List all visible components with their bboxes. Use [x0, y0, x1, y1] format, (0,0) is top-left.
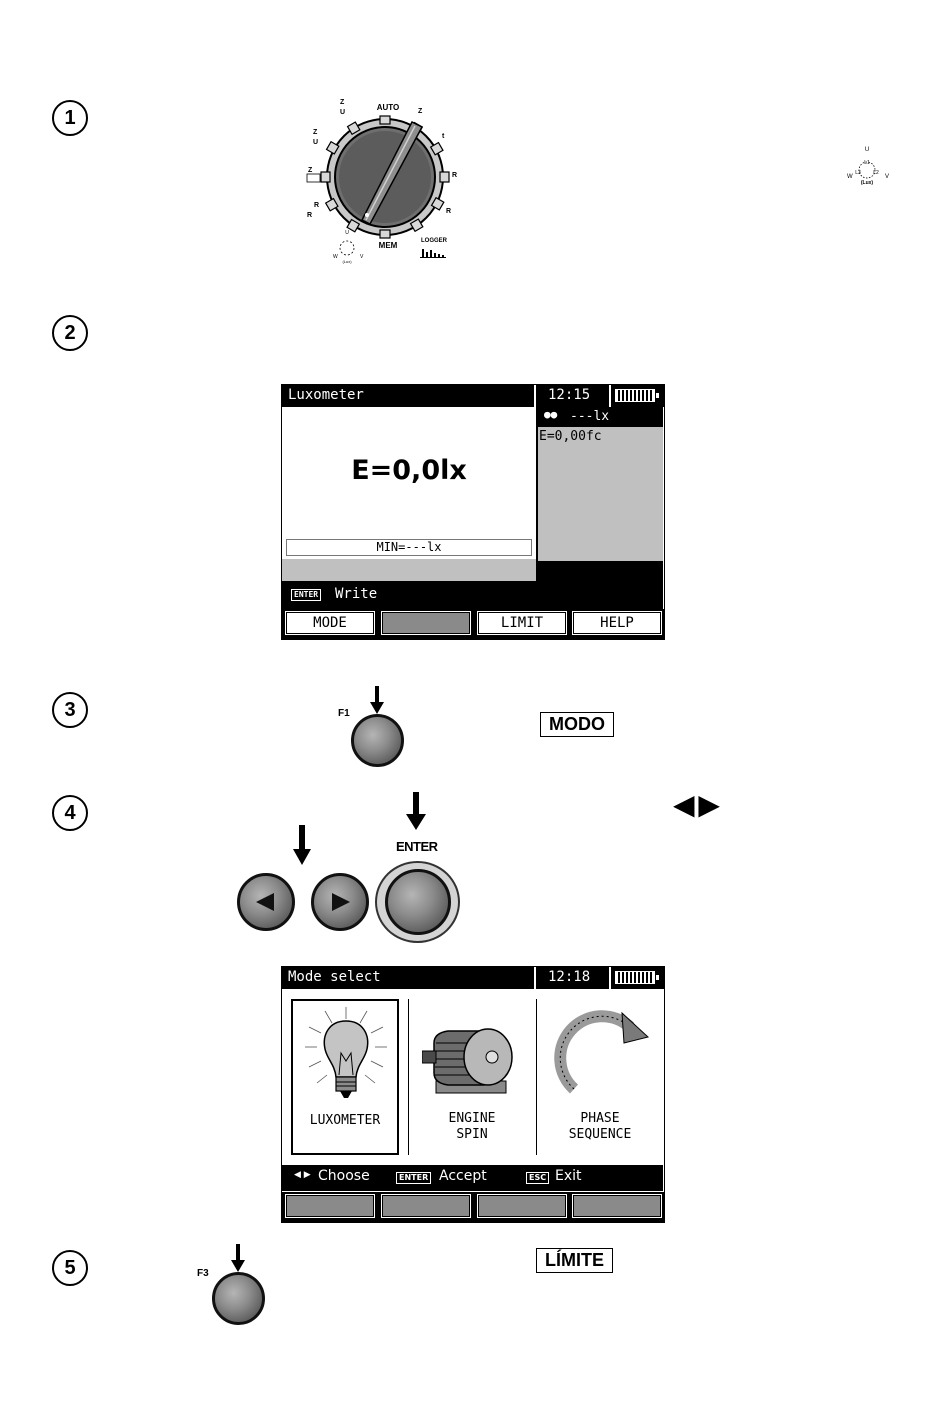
fkey-help[interactable]: HELP: [573, 612, 661, 634]
svg-text:R: R: [314, 202, 320, 209]
fkey-blank[interactable]: [573, 1195, 661, 1217]
svg-text:Z: Z: [308, 167, 313, 174]
battery-icon: [615, 389, 655, 402]
step-number-5: 5: [52, 1250, 88, 1286]
lower-gray-band: [282, 559, 536, 581]
svg-text:R: R: [452, 172, 458, 179]
mode-option-engine-spin[interactable]: [410, 999, 534, 1155]
option-label-line: PHASE: [580, 1111, 620, 1126]
lux-symbol-l2: L2: [873, 170, 879, 176]
screen-title: Mode select: [288, 969, 381, 985]
esc-key-icon: ESC: [526, 1172, 549, 1184]
option-label-phase-sequence: [538, 1111, 662, 1143]
option-label-engine-spin: [410, 1111, 534, 1143]
main-reading: E=0,0lx: [351, 455, 467, 486]
svg-text:U: U: [345, 230, 349, 236]
left-arrow-glyph: ◀: [673, 789, 693, 820]
press-arrow-icon: [368, 686, 386, 716]
dial-label-mem: MEM: [378, 241, 398, 250]
battery-icon: [615, 971, 655, 984]
hint-choose: Choose: [318, 1168, 370, 1184]
screen-time: 12:18: [548, 969, 591, 985]
function-key-bar: [282, 609, 664, 639]
svg-text:R: R: [307, 212, 313, 219]
fkey-mode[interactable]: MODE: [286, 612, 374, 634]
left-right-arrows-icon: ◀ ▶: [294, 1170, 311, 1180]
engine-icon: [422, 1019, 522, 1107]
function-key-bar: [282, 1192, 664, 1222]
svg-text:U: U: [313, 139, 319, 146]
rotary-dial-graphic: [300, 92, 470, 267]
main-reading-area: [282, 407, 536, 559]
lux-symbol-l1: L1: [864, 160, 870, 166]
fkey-blank[interactable]: [286, 1195, 374, 1217]
arrow-keys-glyph: [673, 790, 718, 820]
mode-label: MODO: [540, 712, 614, 737]
step-number-3: 3: [52, 692, 88, 728]
status-separator: [534, 385, 536, 407]
hint-accept: Accept: [439, 1168, 487, 1184]
svg-text:V: V: [360, 254, 364, 260]
enter-key-icon: ENTER: [291, 589, 321, 601]
lux-symbol-graphic: [842, 144, 892, 189]
svg-text:t: t: [442, 133, 445, 140]
right-triangle-icon: [314, 876, 366, 928]
hint-bar: [282, 1165, 663, 1191]
svg-text:R: R: [446, 208, 452, 215]
option-label-line: SEQUENCE: [568, 1127, 632, 1142]
enter-hint: Write: [335, 586, 378, 602]
fkey-blank[interactable]: [478, 1195, 566, 1217]
screen-status-bar: [282, 385, 664, 407]
option-label-line: SPIN: [456, 1127, 488, 1142]
luxometer-screen: [281, 384, 665, 640]
status-separator: [609, 967, 611, 989]
f3-button[interactable]: [212, 1272, 265, 1325]
limit-label: LÍMITE: [536, 1248, 613, 1273]
option-label-luxometer: LUXOMETER: [309, 1113, 381, 1128]
side-header-value: ---lx: [570, 409, 610, 424]
right-arrow-glyph: ▶: [698, 789, 718, 820]
phase-arrow-icon: [552, 1003, 652, 1103]
option-divider: [536, 999, 537, 1155]
hint-exit: Exit: [555, 1168, 582, 1184]
lux-symbol-l3: L3: [855, 170, 861, 176]
probe-icon: ●●: [544, 408, 558, 421]
step-number-4: 4: [52, 795, 88, 831]
svg-text:Z: Z: [340, 99, 345, 106]
right-arrow-button[interactable]: [311, 873, 369, 931]
min-reading: MIN=---lx: [286, 539, 532, 556]
svg-text:Z: Z: [418, 108, 423, 115]
step-number-1: 1: [52, 100, 88, 136]
press-arrow-icon: [405, 792, 427, 832]
side-panel-header: [538, 407, 663, 427]
dial-label-logger: LOGGER: [420, 238, 448, 244]
status-separator: [609, 385, 611, 407]
press-arrow-icon: [229, 1244, 247, 1274]
svg-text:(Lux): (Lux): [342, 259, 352, 264]
screen-time: 12:15: [548, 387, 591, 403]
enter-button[interactable]: [385, 869, 451, 935]
press-arrow-icon: [292, 825, 312, 867]
option-divider: [408, 999, 409, 1155]
fkey-blank[interactable]: [382, 612, 470, 634]
lux-symbol: [842, 144, 892, 189]
enter-key-icon: ENTER: [396, 1172, 431, 1184]
side-panel-footer: [538, 561, 663, 581]
lux-symbol-lux: (Lux): [860, 180, 874, 186]
fkey-blank[interactable]: [382, 1195, 470, 1217]
side-value: E=0,00fc: [539, 429, 602, 444]
screen-title: Luxometer: [288, 387, 364, 403]
option-label-line: ENGINE: [448, 1111, 496, 1126]
hint-bar: [282, 581, 663, 609]
step-number-2: 2: [52, 315, 88, 351]
lux-symbol-v: V: [885, 174, 890, 180]
rotary-dial: [300, 92, 470, 267]
lux-symbol-w: W: [847, 174, 853, 180]
left-triangle-icon: [240, 876, 292, 928]
status-separator: [534, 967, 536, 989]
svg-text:U: U: [340, 109, 346, 116]
screen-status-bar: [282, 967, 664, 989]
dial-label-auto: AUTO: [376, 103, 400, 112]
mode-select-screen: [281, 966, 665, 1223]
mode-option-phase-sequence[interactable]: [538, 999, 662, 1155]
enter-button-label: ENTER: [396, 839, 438, 854]
lux-symbol-u: U: [864, 147, 870, 153]
side-panel: [538, 427, 663, 561]
mode-option-luxometer[interactable]: [291, 999, 399, 1155]
lightbulb-icon: [305, 1005, 387, 1105]
f1-button[interactable]: [351, 714, 404, 767]
f3-key-label: F3: [197, 1268, 209, 1279]
svg-text:W: W: [333, 254, 338, 260]
left-arrow-button[interactable]: [237, 873, 295, 931]
svg-text:Z: Z: [313, 129, 318, 136]
f1-key-label: F1: [338, 708, 350, 719]
fkey-limit[interactable]: LIMIT: [478, 612, 566, 634]
